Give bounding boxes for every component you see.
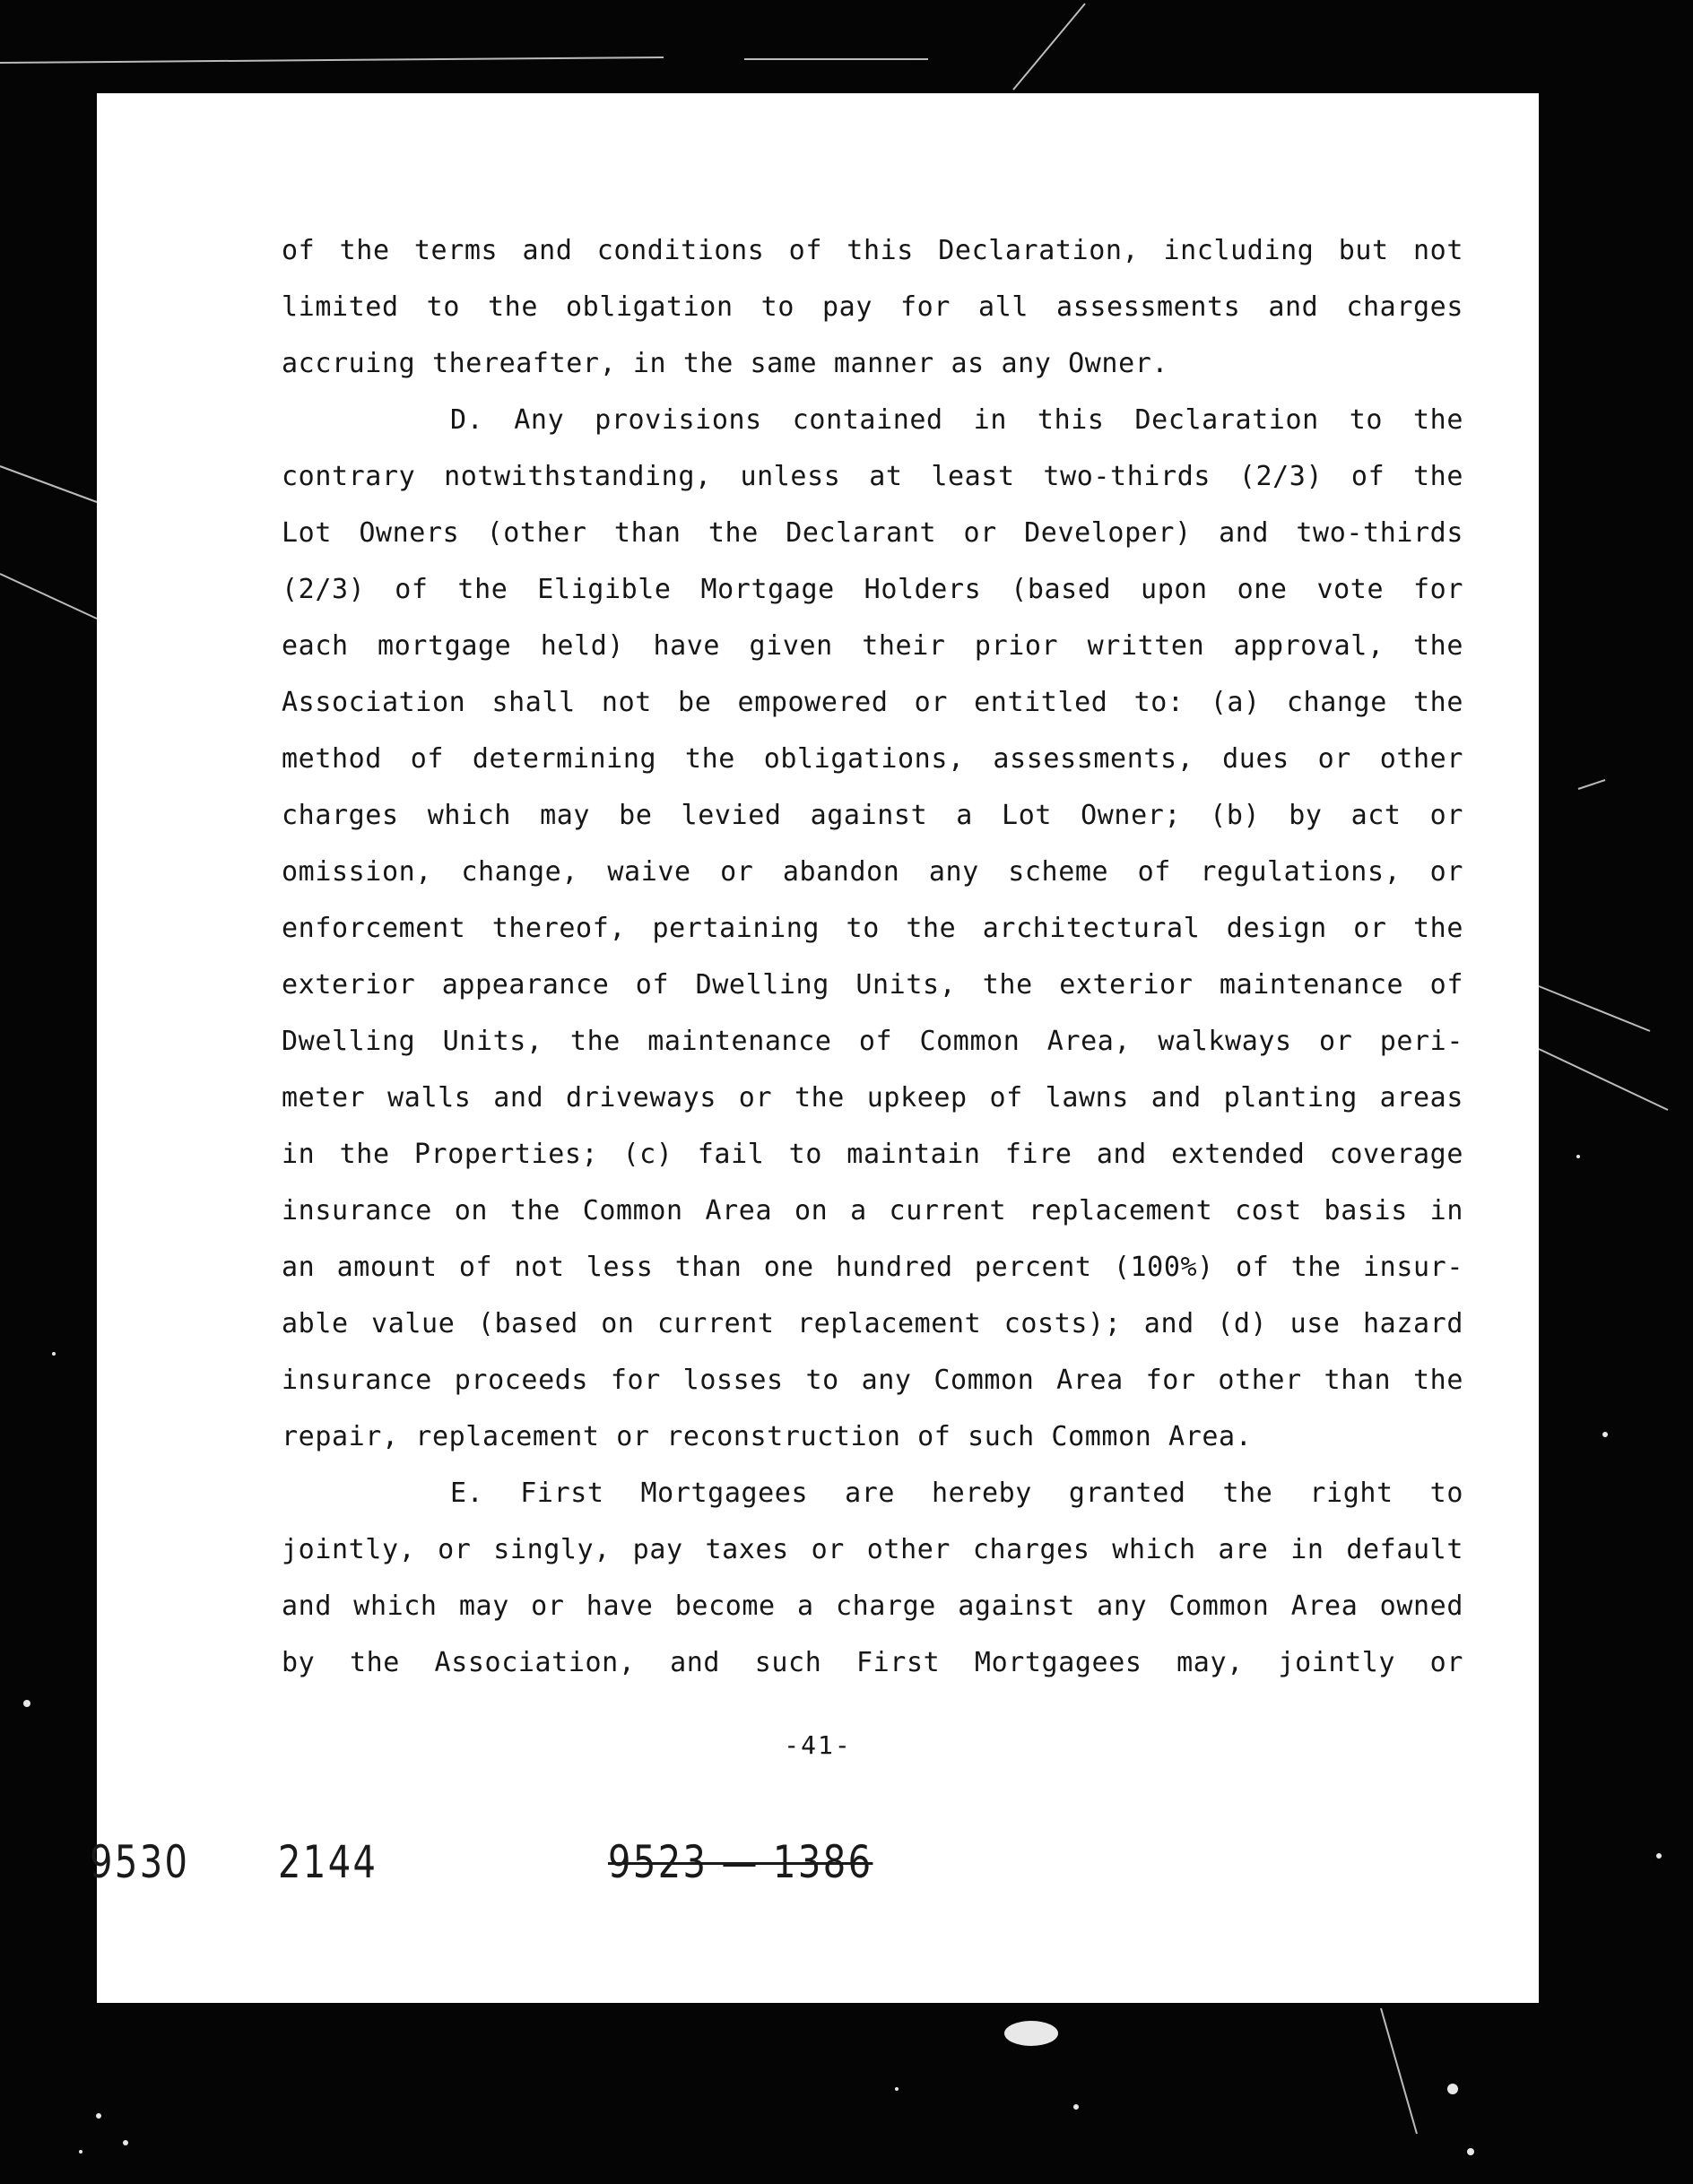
text-line: of the terms and conditions of this Declaration, including but not	[282, 235, 1463, 266]
text-line: able value (based on current replacement costs); and (d) use hazard	[282, 1308, 1463, 1339]
text-line: charges which may be levied against a Lot Owner; (b) by act or	[282, 800, 1463, 831]
text-line: in the Properties; (c) fail to maintain fire and extended coverage	[282, 1139, 1463, 1170]
text-line: accruing thereafter, in the same manner as any Owner.	[282, 348, 1169, 379]
paragraph-e-start: E. First Mortgagees are hereby granted the right to	[450, 1478, 1463, 1509]
text-line: an amount of not less than one hundred percent (100%) of the insur-	[282, 1252, 1463, 1283]
text-line: insurance on the Common Area on a current replacement cost basis in	[282, 1195, 1463, 1226]
text-line: exterior appearance of Dwelling Units, the exterior maintenance of	[282, 969, 1463, 1001]
document-page	[97, 93, 1539, 2003]
struck-through-stamp: 9523 — 1386	[608, 1836, 873, 1888]
text-line: by the Association, and such First Mortgagees may, jointly or	[282, 1647, 1463, 1678]
text-line: method of determining the obligations, assessments, dues or other	[282, 743, 1463, 775]
text-line: omission, change, waive or abandon any scheme of regulations, or	[282, 856, 1463, 888]
text-line: and which may or have become a charge against any Common Area owned	[282, 1590, 1463, 1622]
text-line: each mortgage held) have given their prior written approval, the	[282, 630, 1463, 662]
paragraph-d-start: D. Any provisions contained in this Declaration to the	[450, 404, 1463, 436]
text-line: limited to the obligation to pay for all assessments and charges	[282, 291, 1463, 323]
page-number: -41-	[784, 1730, 852, 1760]
declaration-text	[282, 222, 1463, 1691]
text-line: jointly, or singly, pay taxes or other charges which are in default	[282, 1534, 1463, 1565]
page-reference-stamp: 2144	[278, 1836, 378, 1888]
text-line: Lot Owners (other than the Declarant or Developer) and two-thirds	[282, 517, 1463, 549]
text-line: insurance proceeds for losses to any Common Area for other than the	[282, 1365, 1463, 1396]
text-line: repair, replacement or reconstruction of such Common Area.	[282, 1421, 1253, 1452]
text-line: meter walls and driveways or the upkeep of lawns and planting areas	[282, 1082, 1463, 1114]
text-line: Association shall not be empowered or entitled to: (a) change the	[282, 687, 1463, 718]
book-number-stamp: 9530	[90, 1836, 190, 1888]
text-line: (2/3) of the Eligible Mortgage Holders (based upon one vote for	[282, 574, 1463, 605]
text-line: enforcement thereof, pertaining to the architectural design or the	[282, 913, 1463, 944]
text-line: Dwelling Units, the maintenance of Common Area, walkways or peri-	[282, 1026, 1463, 1057]
text-line: contrary notwithstanding, unless at least two-thirds (2/3) of the	[282, 461, 1463, 492]
